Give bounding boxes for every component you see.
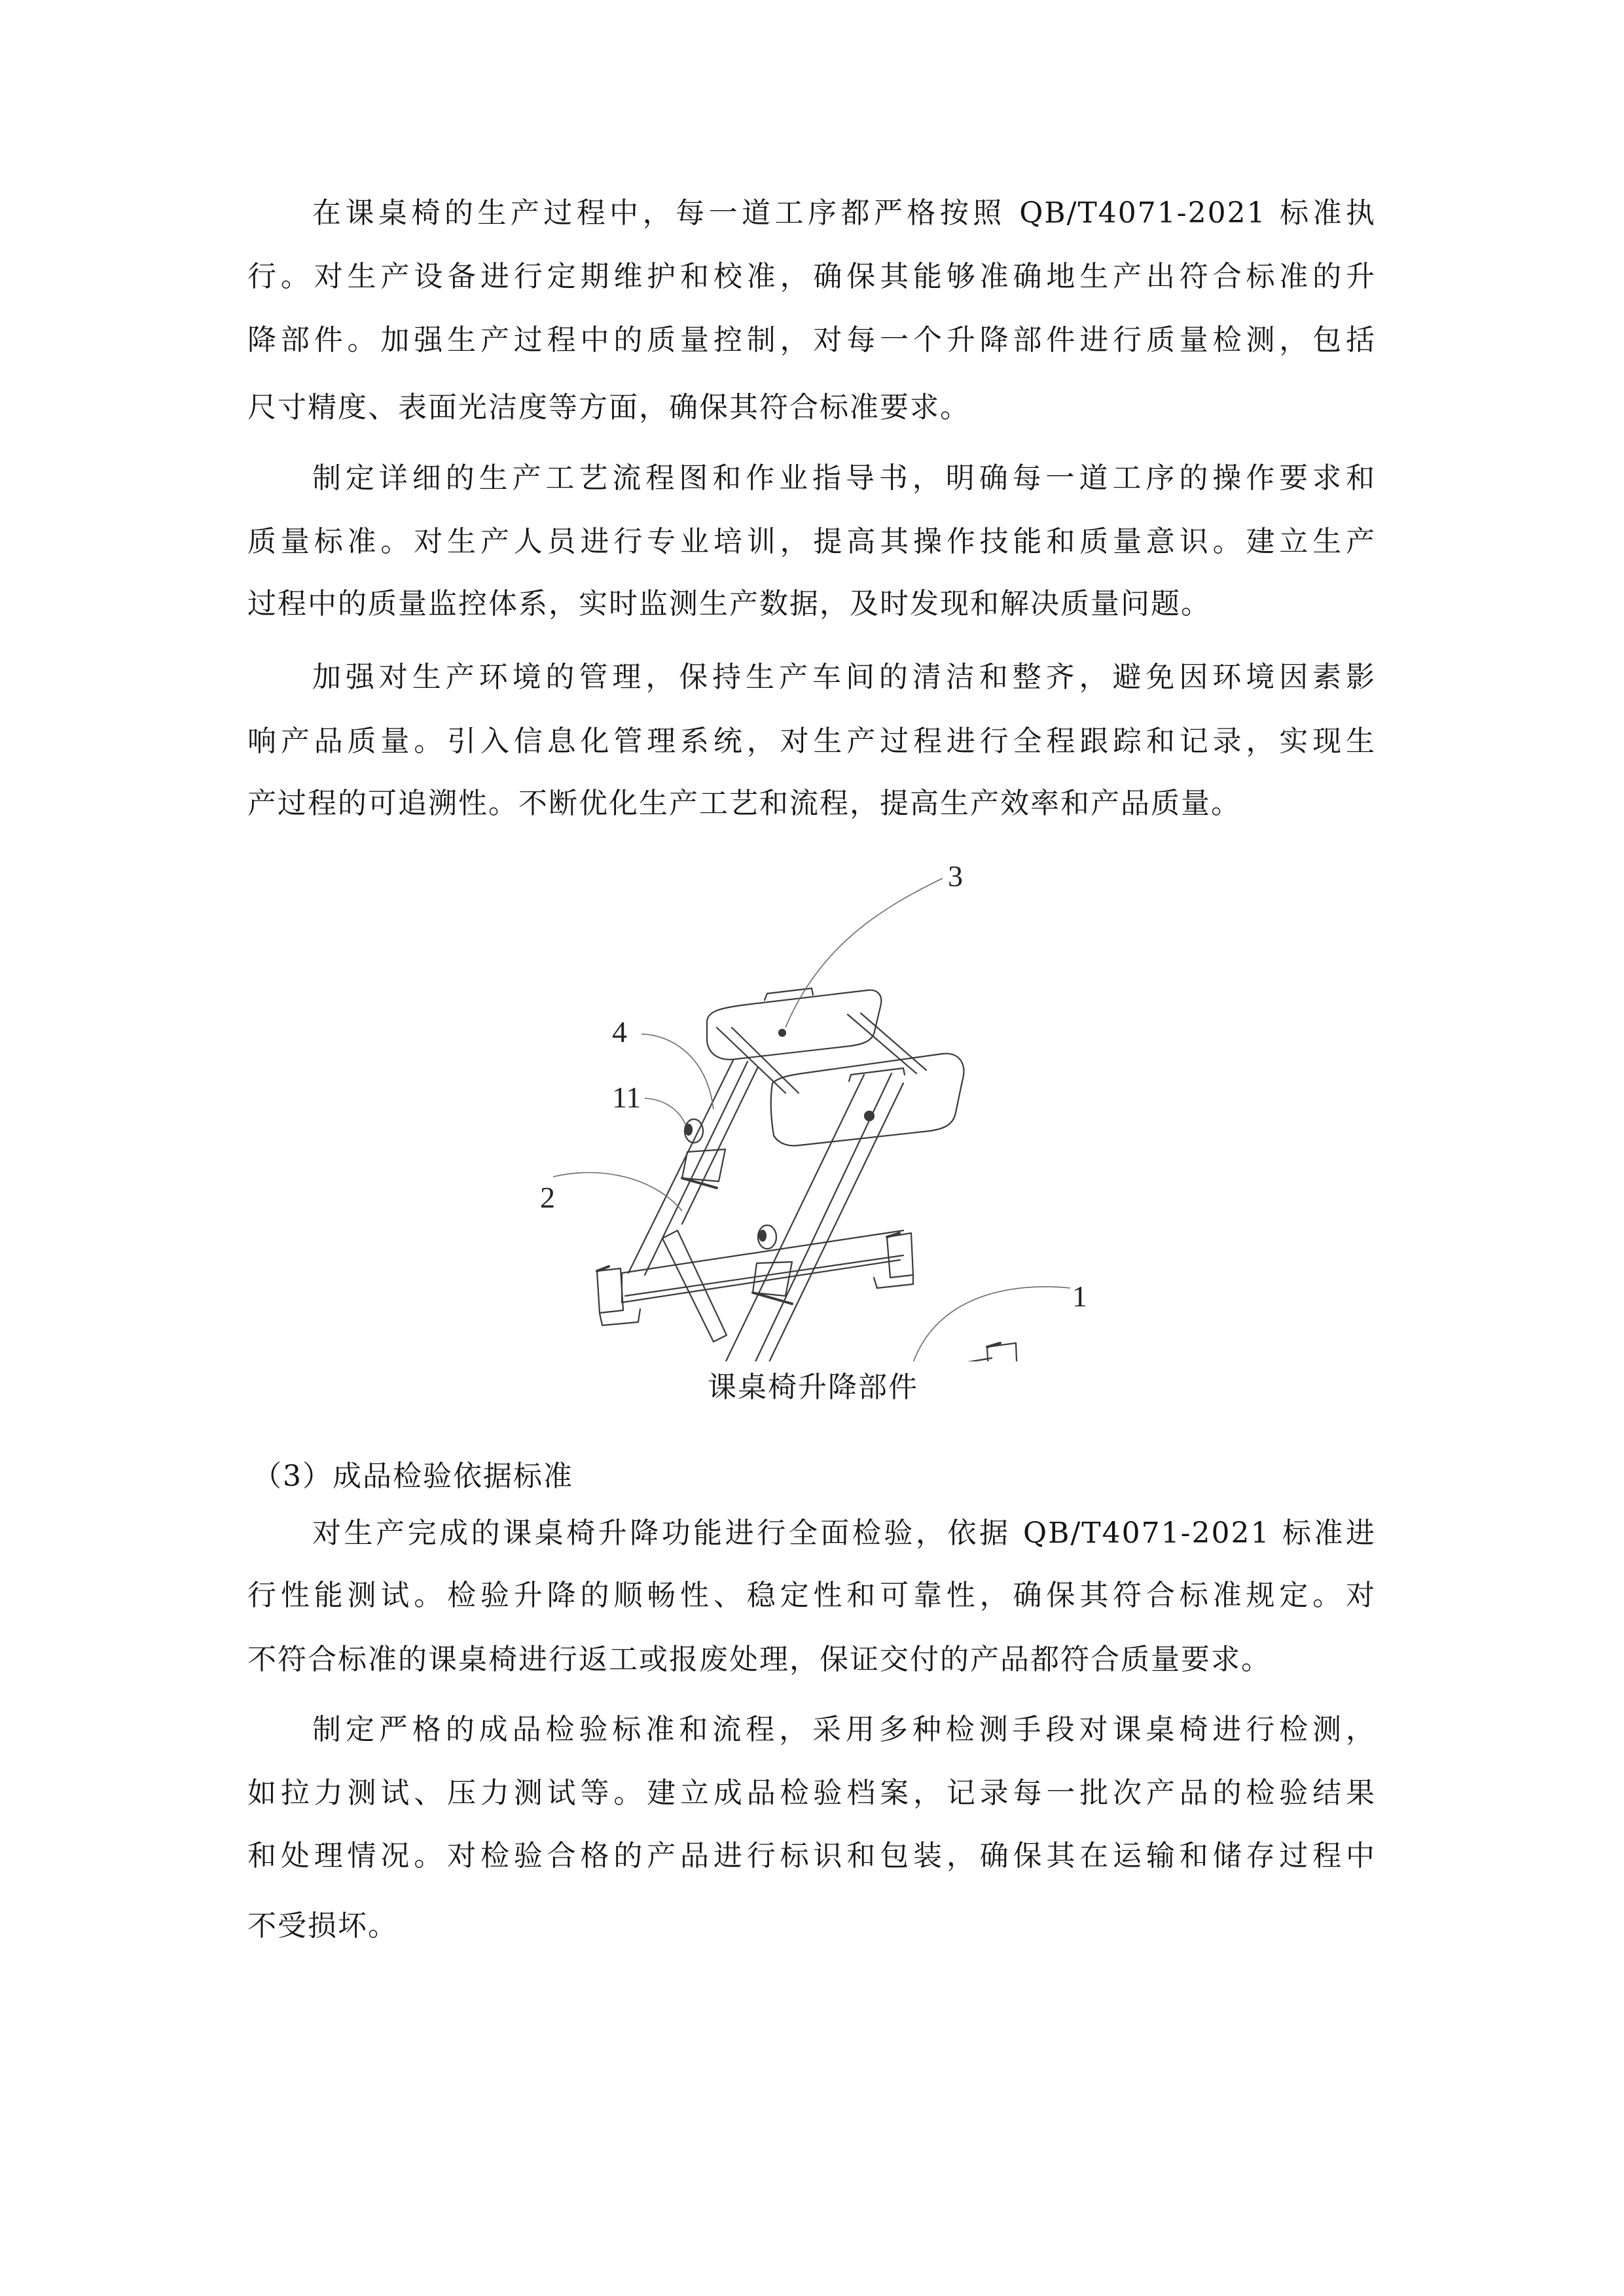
paragraph-5-line-4: 不受损坏。 xyxy=(247,1909,398,1943)
label-part-2: 2 xyxy=(540,1181,555,1214)
paragraph-5-line-2: 如拉力测试、压力测试等。建立成品检验档案，记录每一批次产品的检验结果 xyxy=(247,1776,1376,1810)
section-heading: （3）成品检验依据标准 xyxy=(253,1460,573,1493)
paragraph-2-line-3: 过程中的质量监控体系，实时监测生产数据，及时发现和解决质量问题。 xyxy=(247,587,1211,620)
paragraph-4-line-2: 行性能测试。检验升降的顺畅性、稳定性和可靠性，确保其符合标准规定。对 xyxy=(247,1579,1376,1612)
paragraph-5-line-1: 制定严格的成品检验标准和流程，采用多种检测手段对课桌椅进行检测， xyxy=(312,1713,1376,1746)
leader-line-2 xyxy=(553,1172,682,1211)
leader-line-11 xyxy=(645,1098,686,1126)
lifting-component-diagram xyxy=(511,838,1139,1361)
paragraph-2-line-2: 质量标准。对生产人员进行专业培训，提高其操作技能和质量意识。建立生产 xyxy=(247,525,1376,558)
leader-line-1 xyxy=(909,1287,1070,1361)
paragraph-3-line-1: 加强对生产环境的管理，保持生产车间的清洁和整齐，避免因环境因素影 xyxy=(312,660,1376,694)
label-part-3: 3 xyxy=(948,859,963,893)
lifting-component-figure xyxy=(511,838,1139,1361)
label-part-4: 4 xyxy=(612,1015,627,1049)
leader-line-3 xyxy=(785,878,943,1028)
paragraph-3-line-2: 响产品质量。引入信息化管理系统，对生产过程进行全程跟踪和记录，实现生 xyxy=(247,725,1376,758)
paragraph-1-line-3: 降部件。加强生产过程中的质量控制，对每一个升降部件进行质量检测，包括 xyxy=(247,323,1376,357)
figure-caption: 课桌椅升降部件 xyxy=(708,1371,918,1404)
label-part-11: 11 xyxy=(612,1081,641,1114)
paragraph-4-line-3: 不符合标准的课桌椅进行返工或报废处理，保证交付的产品都符合质量要求。 xyxy=(247,1643,1271,1676)
paragraph-3-line-3: 产过程的可追溯性。不断优化生产工艺和流程，提高生产效率和产品质量。 xyxy=(247,787,1241,820)
paragraph-1-line-2: 行。对生产设备进行定期维护和校准，确保其能够准确地生产出符合标准的升 xyxy=(247,260,1376,293)
paragraph-1-line-4: 尺寸精度、表面光洁度等方面，确保其符合标准要求。 xyxy=(247,391,970,424)
paragraph-5-line-3: 和处理情况。对检验合格的产品进行标识和包装，确保其在运输和储存过程中 xyxy=(247,1839,1376,1873)
leader-line-4 xyxy=(641,1034,713,1109)
paragraph-2-line-1: 制定详细的生产工艺流程图和作业指导书，明确每一道工序的操作要求和 xyxy=(312,461,1376,495)
paragraph-4-line-1: 对生产完成的课桌椅升降功能进行全面检验，依据 QB/T4071-2021 标准进 xyxy=(312,1516,1376,1550)
label-part-1: 1 xyxy=(1072,1280,1087,1313)
paragraph-1-line-1: 在课桌椅的生产过程中，每一道工序都严格按照 QB/T4071-2021 标准执 xyxy=(312,196,1376,230)
